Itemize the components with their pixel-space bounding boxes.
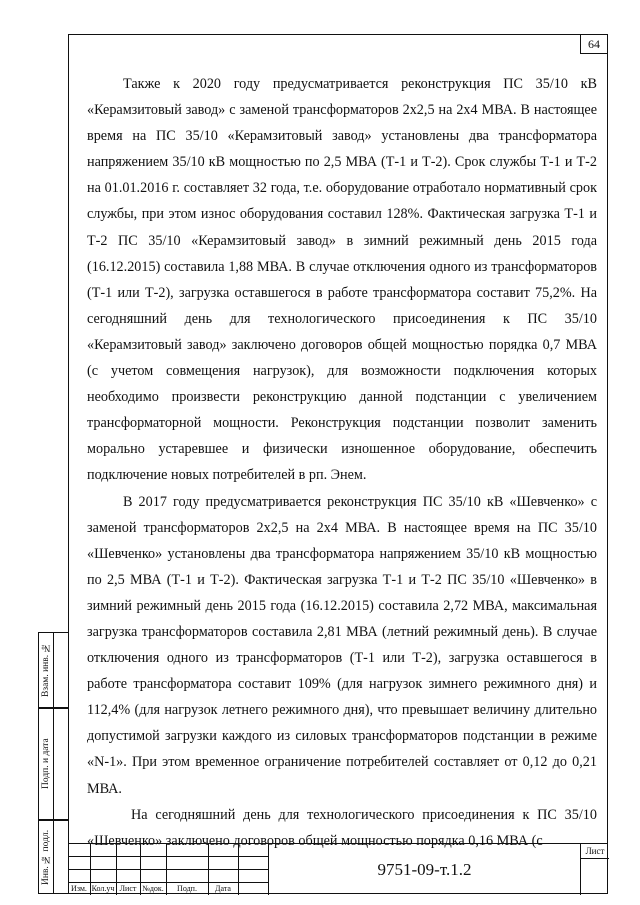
col-izm: Изм. — [71, 884, 87, 893]
title-block — [68, 843, 608, 894]
sheet-cell — [580, 844, 608, 895]
stamp-podp-label: Подп. и дата — [41, 738, 51, 790]
paragraph-shevchenko-contracts: На сегодняшний день для технологического присоединения к ПС 35/10 «Шевченко» заключено договоров общей мощностью порядка 0,16 МВА (с — [87, 806, 597, 849]
col-kol-uch: Кол.уч — [91, 884, 115, 893]
sheet-label: Лист — [581, 844, 609, 859]
col-list: Лист — [119, 884, 137, 893]
paragraph-shevchenko: В 2017 году предусматривается реконструкция ПС 35/10 кВ «Шевченко» с заменой трансформаторов 2х2,5 на 2х4 МВА. В настоящее время на ПС 35/10 «Шевченко» установлены два трансформатора напряжением 35/10 кВ мощностью по 2,5 МВА (Т-1 и Т-2). Фактическая загрузка Т-1 и Т-2 ПС 35/10 «Шевченко» в зимний режимный день 2015 года (16.12.2015) составила 2,72 МВА, максимальная загрузка трансформаторов составила 2,81 МВА (летний режимный день). В случае отключения одного из трансформаторов (Т-1 или Т-2), загрузка оставшегося в работе трансформатора составит 109% (для нагрузок зимнего режимного дня) и 112,4% (для нагрузок летнего режимного дня), что превышает величину длительно допустимой загрузки каждого из силовых трансформаторов подстанции в режиме «N-1». При этом временное ограничение потребителей составляет от 0,12 до 0,21 МВА. — [87, 493, 597, 797]
page-number: 64 — [580, 35, 607, 54]
page-frame — [68, 34, 608, 894]
col-podp: Подп. — [177, 884, 197, 893]
body-text — [87, 71, 597, 854]
title-block-grid — [68, 844, 268, 895]
paragraph-kerazmit: Также к 2020 году предусматривается реконструкция ПС 35/10 кВ «Керамзитовый завод» с заменой трансформаторов 2х2,5 на 2х4 МВА. В настоящее время на ПС 35/10 «Керамзитовый завод» установлены два трансформатора напряжением 35/10 кВ мощностью по 2,5 МВА (Т-1 и Т-2). Срок службы Т-1 и Т-2 на 01.01.2016 г. составляет 32 года, т.е. оборудование отработало нормативный срок службы, при этом износ оборудования составил 128%. Фактическая загрузка Т-1 и Т-2 ПС 35/10 «Керамзитовый завод» в зимний режимный день 2015 года (16.12.2015) составила 1,88 МВА. В случае отключения одного из трансформаторов (Т-1 или Т-2), загрузка оставшегося в работе трансформатора составит 75,2%. На сегодняшний день для технологического присоединения к ПС 35/10 «Керамзитовый завод» заключено договоров общей мощностью порядка 0,7 МВА (с учетом совмещения нагрузок), для возможности подключения которых необходимо произвести реконструкцию данной подстанции с увеличением трансформаторной мощности. Реконструкция подстанции позволит заменить морально устаревшее и физически изношенное оборудование, обеспечить подключение новых потребителей в рп. Энем. — [87, 76, 597, 484]
col-ndok: №док. — [142, 884, 164, 893]
stamp-inv — [38, 820, 68, 894]
document-code: 9751-09-т.1.2 — [268, 844, 580, 895]
stamp-podp — [38, 708, 68, 820]
stamp-vzam-label: Взам. инв. № — [41, 642, 51, 698]
stamp-inv-label: Инв. № подл. — [41, 829, 51, 885]
col-data: Дата — [215, 884, 231, 893]
stamp-vzam — [38, 632, 68, 708]
